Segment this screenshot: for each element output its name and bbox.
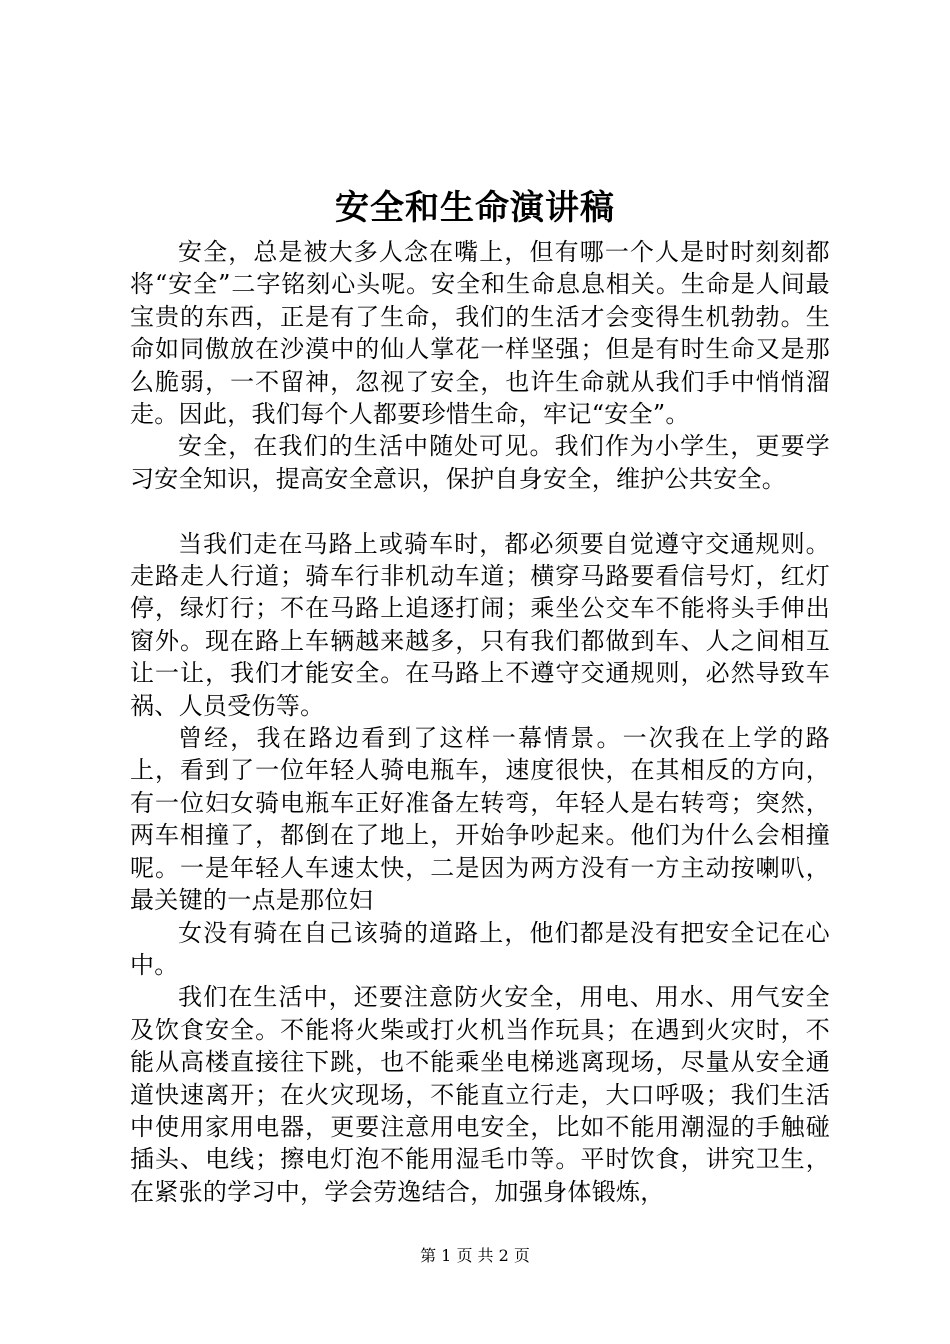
page-number-footer: 第 1 页 共 2 页 xyxy=(420,1246,530,1265)
paragraph-2: 安全，在我们的生活中随处可见。我们作为小学生，更要学习安全知识，提高安全意识，保护自身安全，维护公共安全。 xyxy=(130,432,830,493)
paragraph-4: 曾经，我在路边看到了这样一幕情景。一次我在上学的路上，看到了一位年轻人骑电瓶车，速度很快，在其相反的方向，有一位妇女骑电瓶车正好准备左转弯，年轻人是右转弯；突然，两车相撞了，都倒在了地上，开始争吵起来。他们为什么会相撞呢。一是年轻人车速太快，二是因为两方没有一方主动按喇叭，最关键的一点是那位妇 xyxy=(130,724,830,915)
paragraph-6: 我们在生活中，还要注意防火安全，用电、用水、用气安全及饮食安全。不能将火柴或打火机当作玩具；在遇到火灾时，不能从高楼直接往下跳，也不能乘坐电梯逃离现场，尽量从安全通道快速离开；在火灾现场，不能直立行走，大口呼吸；我们生活中使用家用电器，更要注意用电安全，比如不能用潮湿的手触碰插头、电线；擦电灯泡不能用湿毛巾等。平时饮食，讲究卫生，在紧张的学习中，学会劳逸结合，加强身体锻炼， xyxy=(130,983,830,1206)
paragraph-spacer xyxy=(130,495,830,527)
document-title: 安全和生命演讲稿 xyxy=(335,188,615,228)
paragraph-1: 安全，总是被大多人念在嘴上，但有哪一个人是时时刻刻都将“安全”二字铭刻心头呢。安全和生命息息相关。生命是人间最宝贵的东西，正是有了生命，我们的生活才会变得生机勃勃。生命如同傲放在沙漠中的仙人掌花一样坚强；但是有时生命又是那么脆弱，一不留神，忽视了安全，也许生命就从我们手中悄悄溜走。因此，我们每个人都要珍惜生命，牢记“安全”。 xyxy=(130,238,830,429)
paragraph-5: 女没有骑在自己该骑的道路上，他们都是没有把安全记在心中。 xyxy=(130,918,830,979)
paragraph-3: 当我们走在马路上或骑车时，都必须要自觉遵守交通规则。走路走人行道；骑车行非机动车道；横穿马路要看信号灯，红灯停，绿灯行；不在马路上追逐打闹；乘坐公交车不能将头手伸出窗外。现在路上车辆越来越多，只有我们都做到车、人之间相互让一让，我们才能安全。在马路上不遵守交通规则，必然导致车祸、人员受伤等。 xyxy=(130,529,830,720)
document-body xyxy=(130,236,830,1208)
